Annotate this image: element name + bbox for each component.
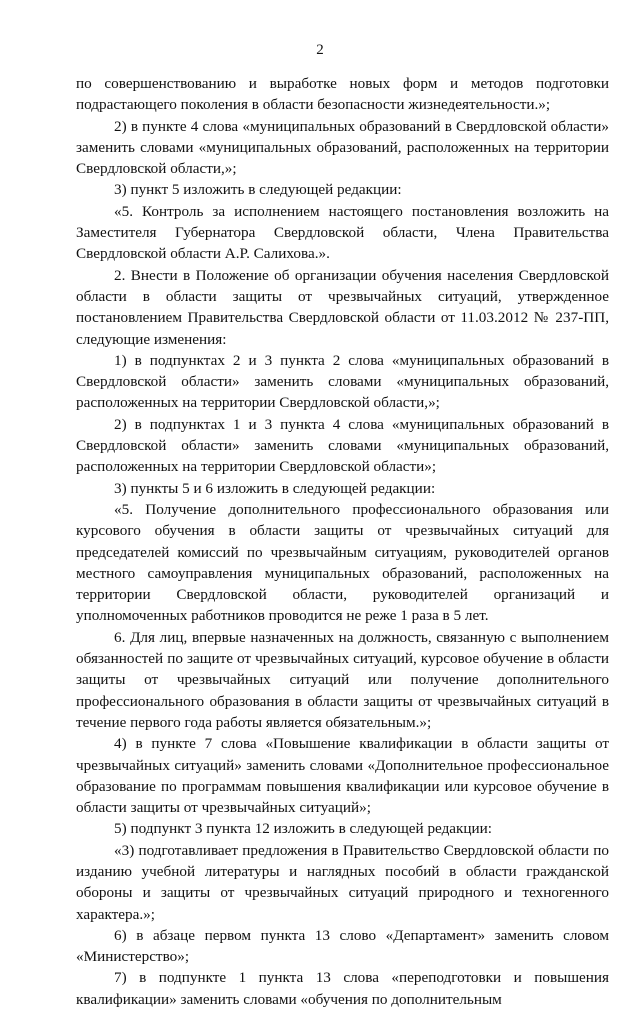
paragraph-continuation: по совершенствованию и выработке новых форм и методов подготовки подрастающего поколения в области безопасности жизнедеятельности.»; xyxy=(76,75,609,114)
paragraph-change-3: 3) пункты 5 и 6 изложить в следующей редакции: xyxy=(114,479,436,497)
paragraph-change-7: 7) в подпункте 1 пункта 13 слова «переподготовки и повышения квалификации» заменить словами «обучения по дополнительным xyxy=(76,969,609,1008)
document-body xyxy=(76,73,609,1010)
paragraph-new-point-5: «5. Получение дополнительного профессионального образования или курсового обучения в области защиты от чрезвычайных ситуаций для председателей комиссий по чрезвычайным ситуациям, руководителей органов местного самоуправления муниципальных образований, расположенных на территории Свердловской области, руководителей организаций и уполномоченных работников проводится не реже 1 раза в 5 лет. xyxy=(76,500,609,625)
paragraph-change-5: 5) подпункт 3 пункта 12 изложить в следующей редакции: xyxy=(114,820,493,838)
paragraph-item-2-point-4: 2) в пункте 4 слова «муниципальных образований в Свердловской области» заменить словами «муниципальных образований, расположенных на территории Свердловской области,»; xyxy=(76,117,609,178)
paragraph-item-3-point-5: 3) пункт 5 изложить в следующей редакции: xyxy=(114,181,402,199)
paragraph-point-5-text: «5. Контроль за исполнением настоящего постановления возложить на Заместителя Губернатора Свердловской области, Члена Правительства Свердловской области А.Р. Салихова.». xyxy=(76,202,609,263)
paragraph-new-point-6: 6. Для лиц, впервые назначенных на должность, связанную с выполнением обязанностей по защите от чрезвычайных ситуаций, курсовое обучение в области защиты от чрезвычайных ситуаций или получение дополнительного профессионального образования в области защиты от чрезвычайных ситуаций в течение первого года работы является обязательным.»; xyxy=(76,628,609,731)
paragraph-new-subpoint-3: «3) подготавливает предложения в Правительство Свердловской области по изданию учебной литературы и наглядных пособий в области гражданской обороны и защиты от чрезвычайных ситуаций природного и техногенного характера.»; xyxy=(76,841,609,923)
paragraph-change-2: 2) в подпунктах 1 и 3 пункта 4 слова «муниципальных образований в Свердловской области» заменить словами «муниципальных образований, расположенных на территории Свердловской области»; xyxy=(76,415,609,476)
paragraph-change-1: 1) в подпунктах 2 и 3 пункта 2 слова «муниципальных образований в Свердловской области» заменить словами «муниципальных образований, расположенных на территории Свердловской области,»; xyxy=(76,351,609,412)
paragraph-change-4: 4) в пункте 7 слова «Повышение квалификации в области защиты от чрезвычайных ситуаций» заменить словами «Дополнительное профессиональное образование по программам повышения квалификации или курсовое обучение в области защиты от чрезвычайных ситуаций»; xyxy=(76,735,609,817)
paragraph-section-2: 2. Внести в Положение об организации обучения населения Свердловской области в области защиты от чрезвычайных ситуаций, утвержденное постановлением Правительства Свердловской области от 11.03.2012 № 237-ПП, следующие изменения: xyxy=(76,266,609,348)
paragraph-change-6: 6) в абзаце первом пункта 13 слово «Департамент» заменить словом «Министерство»; xyxy=(76,926,609,966)
page-number: 2 xyxy=(316,42,324,58)
